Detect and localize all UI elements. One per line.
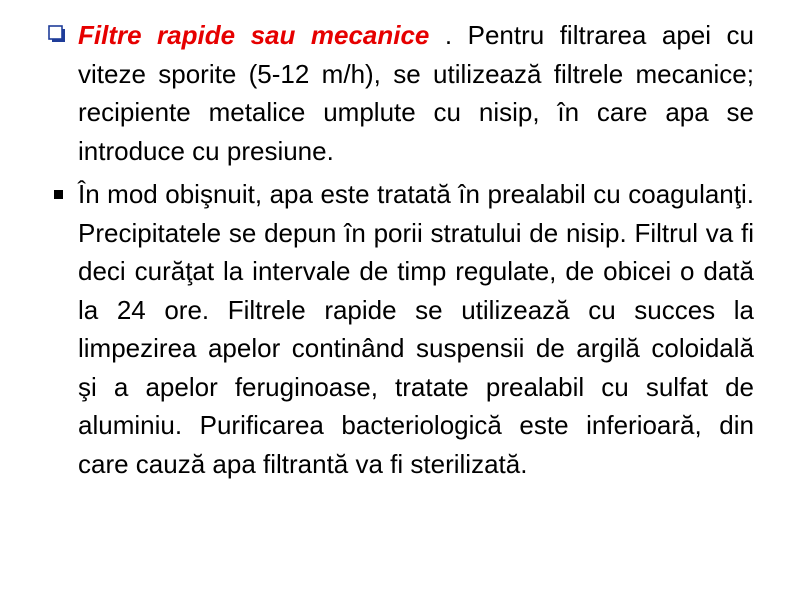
bullet-list <box>46 16 754 483</box>
checkbox-bullet-icon <box>46 16 72 54</box>
bullet-body-text: . Pentru filtrarea apei cu viteze sporite (5-12 m/h), se utilizează filtrele mecanice; recipiente metalice umplute cu nisip, în care apa se introduce cu presiune. <box>78 20 754 166</box>
square-bullet-shape <box>54 190 63 199</box>
square-bullet-icon <box>46 175 72 213</box>
bullet-lead-text: Filtre rapide sau mecanice <box>78 20 430 50</box>
checkbox-bullet-shape <box>48 25 66 43</box>
bullet-body-text: În mod obişnuit, apa este tratată în prealabil cu coagulanţi. Precipitatele se depun în porii stratului de nisip. Filtrul va fi deci curăţat la intervale de timp regulate, de obicei o dată la 24 ore. Filtrele rapide se utilizează cu succes la limpezirea apelor continând suspensii de argilă coloidală şi a apelor feruginoase, tratate prealabil cu sulfat de aluminiu. Purificarea bacteriologică este inferioară, din care cauză apa filtrantă va fi sterilizată. <box>78 179 754 479</box>
bullet-item-mod-obisnuit <box>46 175 754 483</box>
bullet-item-filtre-rapide <box>46 16 754 170</box>
